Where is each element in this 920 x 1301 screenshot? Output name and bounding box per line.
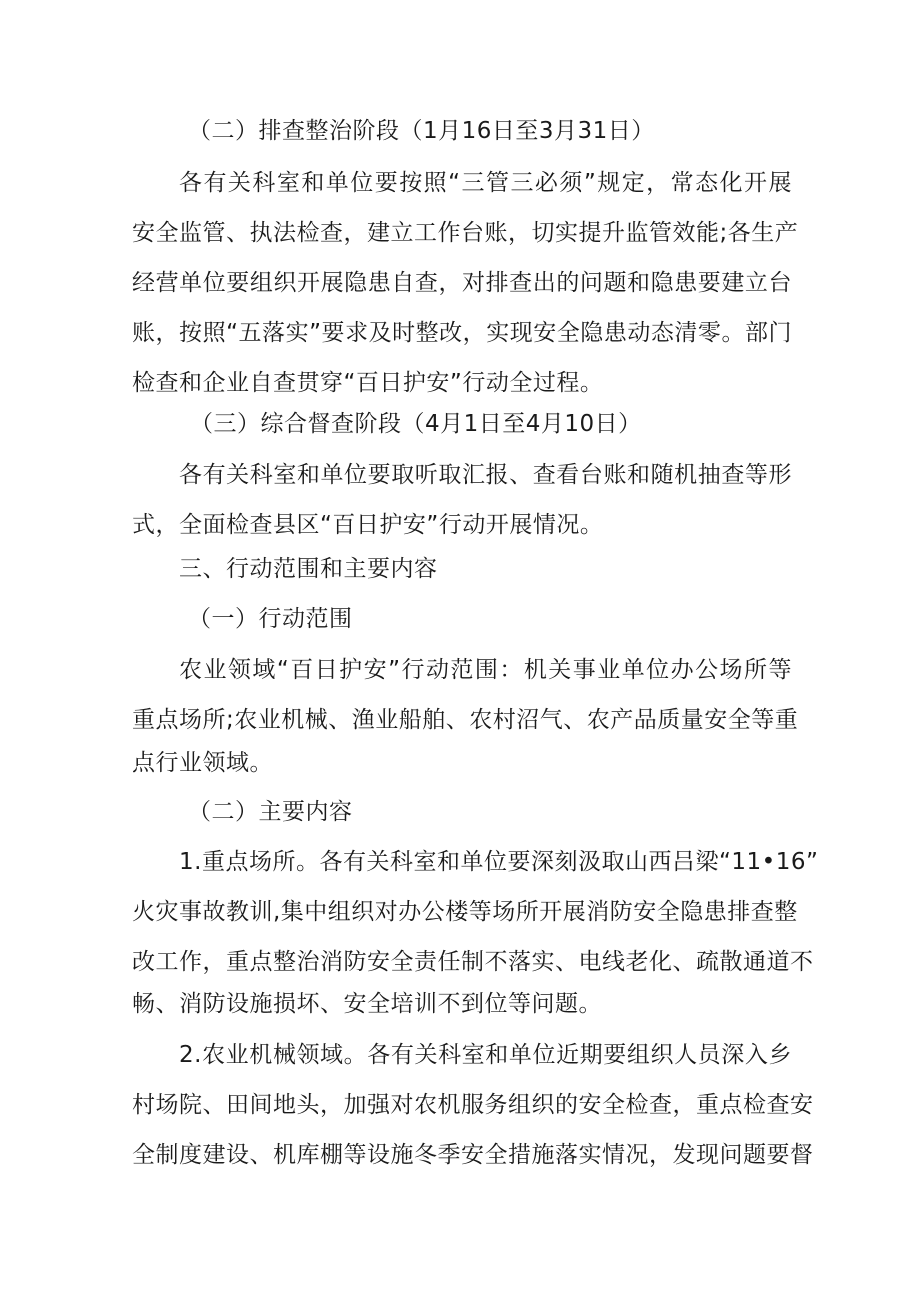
paragraph-line: 式，全面检查县区“百日护安”行动开展情况。 [132, 512, 604, 538]
paragraph-line: 火灾事故教训,集中组织对办公楼等场所开展消防安全隐患排查整 [132, 899, 798, 925]
paragraph-line: 点行业领域。 [132, 750, 273, 776]
paragraph-line: 1.重点场所。各有关科室和单位要深刻汲取山西吕梁“11•16” [179, 849, 819, 875]
subsection-heading-main-content: （二）主要内容 [188, 799, 353, 825]
section-heading-investigation-stage: （二）排查整治阶段（1月16日至3月31日） [188, 118, 655, 144]
paragraph-line: 全制度建设、机库棚等设施冬季安全措施落实情况，发现问题要督 [132, 1142, 814, 1168]
paragraph-line: 各有关科室和单位要按照“三管三必须”规定，常态化开展 [179, 170, 792, 196]
paragraph-line: 账，按照“五落实”要求及时整改，实现安全隐患动态清零。部门 [132, 320, 792, 346]
paragraph-line: 安全监管、执法检查，建立工作台账，切实提升监管效能;各生产 [132, 220, 799, 246]
section-heading-inspection-stage: （三）综合督查阶段（4月1日至4月10日） [190, 411, 642, 437]
paragraph-line: 改工作，重点整治消防安全责任制不落实、电线老化、疏散通道不 [132, 949, 814, 975]
section-heading-scope-and-content: 三、行动范围和主要内容 [179, 556, 438, 582]
paragraph-line: 重点场所;农业机械、渔业船舶、农村沼气、农产品质量安全等重 [132, 707, 799, 733]
paragraph-line: 农业领域“百日护安”行动范围：机关事业单位办公场所等 [179, 657, 792, 683]
paragraph-line: 检查和企业自查贯穿“百日护安”行动全过程。 [132, 370, 604, 396]
subsection-heading-scope: （一）行动范围 [188, 606, 353, 632]
paragraph-line: 2.农业机械领域。各有关科室和单位近期要组织人员深入乡 [179, 1042, 792, 1068]
paragraph-line: 各有关科室和单位要取听取汇报、查看台账和随机抽查等形 [179, 462, 792, 488]
paragraph-line: 村场院、田间地头，加强对农机服务组织的安全检查，重点检查安 [132, 1092, 814, 1118]
paragraph-line: 畅、消防设施损坏、安全培训不到位等问题。 [132, 991, 602, 1017]
paragraph-line: 经营单位要组织开展隐患自查，对排查出的问题和隐患要建立台 [132, 270, 792, 296]
